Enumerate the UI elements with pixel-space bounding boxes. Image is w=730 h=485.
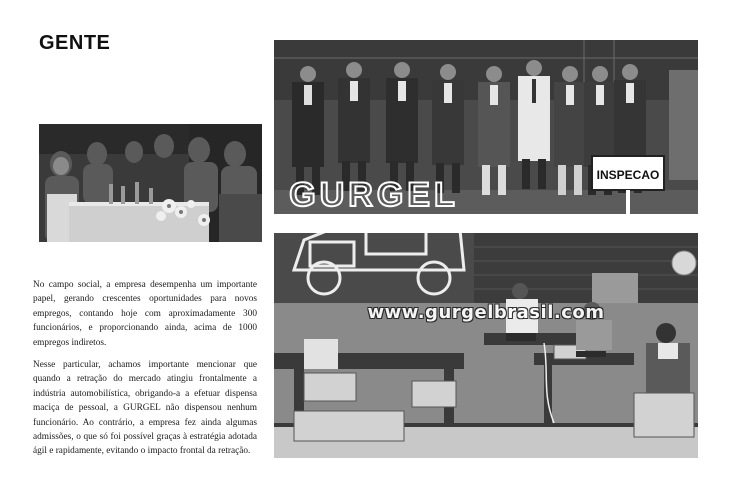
- staff-group-photo-scene: [274, 40, 698, 214]
- staff-group-photo: [274, 40, 698, 214]
- office-photo-scene: [274, 233, 698, 458]
- watermark-brand: GURGEL: [289, 176, 459, 214]
- paragraph-retraction: Nesse particular, achamos importante mencionar que quando a retração do mercado atingiu frontalmente a indústria automobilística, obrigando-a a efetuar dispensa maciça de pessoal, a GURGEL não dispensou nenhum funcionário. Ao contrário, a empresa fez ainda algumas admissões, o que só foi possível graças à estratégia adotada ágil e rapidamente, evitando o impacto frontal da retração.: [33, 360, 257, 457]
- dinner-photo-scene: [39, 124, 262, 242]
- inspection-sign-text: INSPECAO: [596, 168, 660, 182]
- section-heading: GENTE: [39, 32, 111, 54]
- dinner-photo: [39, 124, 262, 242]
- watermark-url: www.gurgelbrasil.com: [367, 302, 605, 323]
- paragraph-social: No campo social, a empresa desempenha um importante papel, gerando crescentes oportunidades para novos empregos, contando hoje com aproximadamente 300 funcionários, e proporcionando ainda, acima de 1000 empregos indiretos.: [33, 280, 257, 348]
- office-photo: [274, 233, 698, 458]
